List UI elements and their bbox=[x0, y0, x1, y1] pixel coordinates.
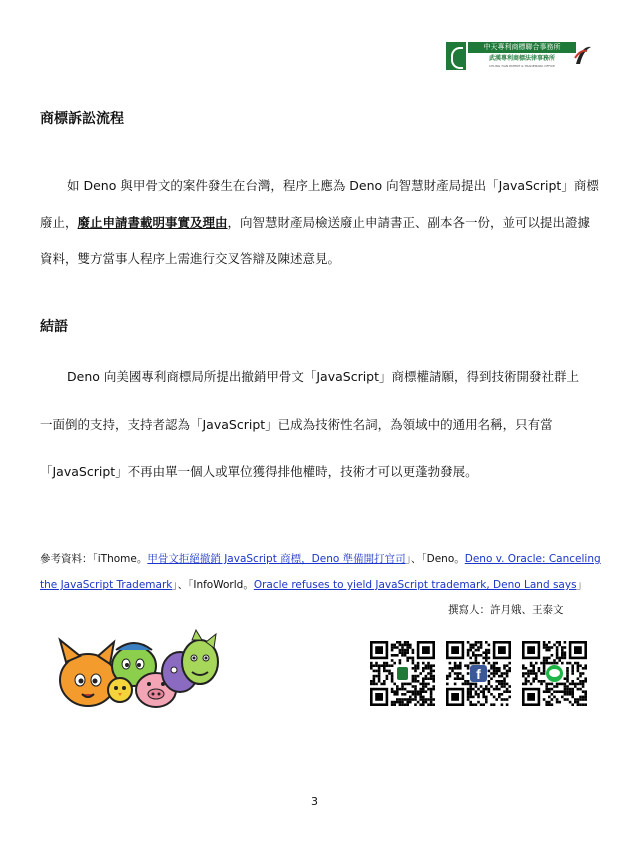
paragraph-line: Deno 向美國專利商標局所提出撤銷甲骨文「JavaScript」商標權請願，得到技術開發社群上 bbox=[67, 369, 580, 384]
ref-text: 」 bbox=[576, 579, 588, 591]
facebook-icon: f bbox=[470, 665, 487, 682]
firm-name-line1: 中天專利商標聯合事務所 bbox=[468, 42, 576, 53]
reference-link-deno-cont[interactable]: the JavaScript Trademark bbox=[40, 579, 173, 591]
emphasis-text: 廢止申請書載明事實及理由 bbox=[77, 215, 228, 230]
section-title-conclusion: 結語 bbox=[40, 319, 68, 335]
reference-link-ithome[interactable]: 甲骨文拒絕撤銷 JavaScript 商標，Deno 準備開打官司 bbox=[147, 553, 406, 565]
mascot-illustration bbox=[56, 628, 224, 714]
page-number: 3 bbox=[311, 795, 318, 808]
firm-logo bbox=[446, 42, 594, 70]
author-line: 撰寫人：許月娥、王泰文 bbox=[448, 604, 564, 616]
paragraph-line: 如 Deno 與甲骨文的案件發生在台灣，程序上應為 Deno 向智慧財產局提出「JavaScript」商標 bbox=[67, 178, 599, 193]
paragraph-line: 「JavaScript」不再由單一個人或單位獲得排他權時，技術才可以更蓬勃發展。 bbox=[40, 464, 478, 479]
ref-text: 」、「Deno。 bbox=[405, 553, 465, 565]
reference-link-deno[interactable]: Deno v. Oracle: Canceling bbox=[464, 553, 601, 565]
line-icon bbox=[546, 665, 563, 682]
firm-name-english: CHUNG TIAN PATENT & TRADEMARK OFFICE bbox=[489, 64, 555, 68]
swoosh-icon bbox=[574, 44, 592, 66]
qr-code-facebook[interactable] bbox=[446, 641, 511, 706]
qr-code-website[interactable] bbox=[370, 641, 435, 706]
references-line1 bbox=[40, 551, 601, 566]
paragraph-line bbox=[40, 213, 590, 231]
brand-logo-icon bbox=[394, 665, 411, 682]
text-span: ，向智慧財產局檢送廢止申請書正、副本各一份，並可以提出證據 bbox=[227, 215, 591, 230]
text-span: 廢止， bbox=[40, 215, 78, 230]
ref-text: 參考資料：「iThome。 bbox=[40, 553, 148, 565]
references-line2 bbox=[40, 577, 587, 592]
paragraph-line: 一面倒的支持，支持者認為「JavaScript」已成為技術性名詞，為領域中的通用名稱，只有當 bbox=[40, 417, 553, 432]
qr-code-line[interactable] bbox=[522, 641, 587, 706]
ref-text: 」、「InfoWorld。 bbox=[172, 579, 254, 591]
reference-link-infoworld[interactable]: Oracle refuses to yield JavaScript trademark, Deno Land says bbox=[253, 579, 577, 591]
paragraph-line: 資料，雙方當事人程序上需進行交叉答辯及陳述意見。 bbox=[40, 251, 341, 266]
firm-name-line2: 武漢專利商標法律事務所 bbox=[488, 55, 555, 62]
firm-logo-mark-icon bbox=[446, 42, 466, 70]
section-title-litigation: 商標訴訟流程 bbox=[40, 111, 124, 127]
